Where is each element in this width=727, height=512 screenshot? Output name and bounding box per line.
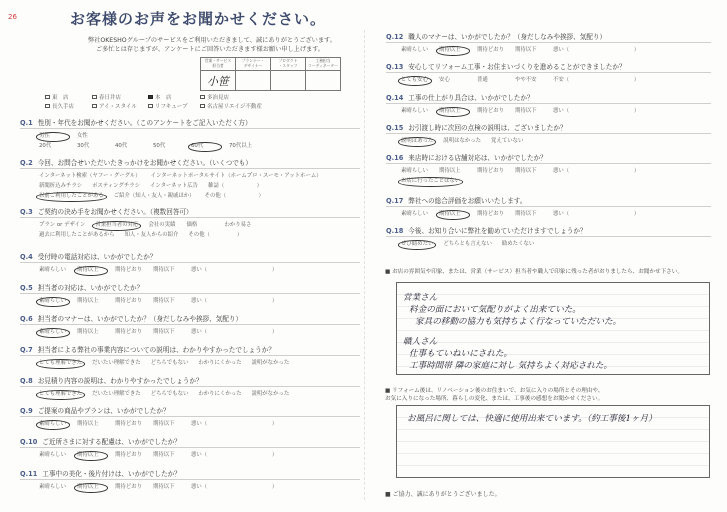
answer-option: 悪い（ ） — [191, 452, 278, 458]
answer-option: 素晴らしい — [39, 267, 66, 273]
question-q4 — [20, 252, 360, 275]
handwritten-comment-line: 仕事もていねいにされた。 — [409, 349, 513, 359]
answer-option: 安心 — [439, 77, 450, 83]
answer-row — [36, 358, 360, 368]
answer-option: 普通 — [477, 77, 488, 83]
circled-answer: 素晴らしい — [36, 297, 70, 307]
question-q8 — [20, 376, 360, 399]
question-number: Q.2 — [20, 159, 33, 167]
answer-option: 期待どおり — [477, 168, 504, 174]
store-option — [148, 94, 200, 103]
question-heading — [20, 207, 360, 218]
after-reform-box — [396, 405, 710, 478]
answer-option: 悪い（ ） — [191, 421, 278, 427]
comment-box — [396, 282, 710, 375]
question-q18 — [386, 226, 711, 249]
question-heading — [20, 252, 360, 263]
question-text: ご提案の商品やプランは、いかがでしたか？ — [37, 407, 170, 415]
circled-answer: 男性 — [36, 132, 70, 142]
staff-name-cell — [306, 71, 341, 91]
answer-option: インターネット検索（ヤフー・グーグル） — [39, 173, 141, 179]
staff-name-cell: 小笹 — [201, 71, 236, 91]
circled-answer: 期待以上 — [436, 210, 470, 220]
answer-option: 期待どおり — [115, 421, 142, 427]
staff-header: 営業・サービス 担当者 — [201, 58, 236, 71]
answer-row — [36, 482, 360, 492]
comment-prompt: ■ お店の雰囲気や印象、または、営業（サービス）担当者や職人で印象に残った者がおりましたら、お聞かせ下さい。 — [385, 269, 683, 275]
staff-name-cell — [271, 71, 306, 91]
answer-option: 悪い（ ） — [191, 267, 278, 273]
handwritten-comment-line: 工事時間帯 隣の家庭に対し 気持ちよく対応された。 — [409, 361, 613, 371]
store-label: 長久手店 — [52, 104, 75, 110]
answer-row — [398, 239, 711, 249]
question-number: Q.18 — [386, 227, 404, 235]
store-option — [45, 94, 92, 103]
circled-answer: 期待以上 — [436, 46, 470, 56]
answer-row — [398, 75, 711, 85]
store-option — [148, 103, 200, 112]
answer-option: プラン or デザイン — [39, 222, 86, 228]
answer-row — [36, 450, 360, 460]
answer-option: 素晴らしい — [401, 108, 428, 114]
circled-answer: 期待以上 — [74, 266, 108, 276]
circled-answer: 以前ご利用したことがある — [36, 192, 107, 202]
answer-row — [36, 389, 360, 399]
question-q13 — [386, 62, 711, 85]
answer-row — [36, 131, 360, 141]
answer-option: だいたい理解できた — [92, 360, 141, 366]
answer-row — [398, 136, 711, 146]
question-q2 — [20, 158, 360, 201]
question-text: 性別・年代をお聞かせください。（このアンケートをご記入いただく方） — [37, 119, 252, 127]
answer-option: どちらとも言えない — [443, 241, 492, 247]
store-label: 多治見店 — [207, 95, 230, 101]
after-reform-prompt — [385, 387, 603, 403]
answer-option: やや不安 — [515, 77, 537, 83]
answer-option: 悪い（ ） — [553, 108, 640, 114]
page-title: お客様のお声をお聞かせください。 — [70, 10, 327, 28]
question-number: Q.8 — [20, 377, 33, 385]
answer-option: 新聞折込みチラシ — [39, 183, 83, 189]
thank-you-footer: ■ ご協力、誠にありがとうございました。 — [385, 491, 501, 498]
answer-option: ご紹介（知人・友人・親戚ほか） — [113, 193, 195, 199]
circled-answer: 素晴らしい — [36, 328, 70, 338]
answer-option: 素晴らしい — [39, 484, 66, 490]
question-text: 工事中の美化・後片付けは、いかがでしたか？ — [42, 470, 181, 478]
checkbox-icon — [45, 104, 50, 109]
answer-option: 期待どおり — [115, 452, 142, 458]
answer-option: 30代 — [77, 143, 90, 149]
answer-row — [36, 296, 360, 306]
circled-answer: 期待以上 — [74, 483, 108, 493]
staff-name-cell — [236, 71, 271, 91]
staff-header: 工務担当 コーディネーター — [306, 58, 341, 71]
prompt-line: お気に入りになった場所、暮らしの変化、または、工事後の感想をお聞かせください。 — [385, 396, 604, 402]
question-text: お引渡し時に次回の点検の説明は、ございましたか？ — [408, 124, 567, 132]
answer-option: 期待以下 — [153, 484, 175, 490]
answer-option: 50代 — [153, 143, 166, 149]
store-checklist — [45, 94, 310, 112]
handwritten-comment-line: 家具の移動の協力も気持ちよく行なっていただいた。 — [415, 317, 622, 327]
question-heading — [386, 226, 711, 237]
question-number: Q.15 — [386, 124, 404, 132]
answer-option: 期待以下 — [153, 267, 175, 273]
question-text: 職人のマナーは、いかがでしたか？（身だしなみや挨拶、気配り） — [408, 33, 607, 41]
question-heading — [386, 153, 711, 164]
store-label: リフキューブ — [155, 104, 188, 110]
checkbox-icon — [92, 104, 97, 109]
circled-answer: 素晴らしい — [36, 420, 70, 430]
question-q11 — [20, 469, 360, 492]
answer-option: 70代以上 — [229, 143, 253, 149]
circled-answer: とても理解できた — [36, 359, 85, 369]
store-label: 名古屋リエイジ不動産 — [207, 104, 262, 110]
question-q17 — [386, 196, 711, 219]
circled-answer: 期待以上 — [74, 451, 108, 461]
question-number: Q.11 — [20, 470, 38, 478]
question-heading — [20, 469, 360, 480]
answer-option: その他（ ） — [188, 232, 243, 238]
circled-answer: 期待以上 — [436, 107, 470, 117]
question-number: Q.9 — [20, 407, 33, 415]
answer-option: 不安（ ） — [553, 77, 640, 83]
question-text: 来店時における店舗対応は、いかがでしたか？ — [408, 154, 547, 162]
answer-option: 20代 — [39, 143, 52, 149]
answer-option: 覚えていない — [491, 138, 524, 144]
checkbox-icon — [148, 104, 153, 109]
answer-option: 説明がなかった — [251, 360, 290, 366]
question-number: Q.7 — [20, 346, 33, 354]
answer-option: 価格 — [186, 222, 198, 228]
question-heading — [386, 62, 711, 73]
question-heading — [20, 376, 360, 387]
answer-row — [398, 166, 711, 176]
answer-option: 期待以下 — [153, 329, 175, 335]
question-heading — [20, 118, 360, 129]
answer-option: 期待どおり — [115, 298, 142, 304]
answer-option: 悪い（ ） — [553, 168, 640, 174]
question-number: Q.1 — [20, 119, 33, 127]
answer-row — [36, 419, 360, 429]
answer-row — [36, 265, 360, 275]
question-text: 今後、お知り合いに弊社を勧めていただけますでしょうか？ — [408, 227, 587, 235]
answer-option: 素晴らしい — [401, 211, 428, 217]
checkbox-icon — [92, 95, 97, 100]
store-label: 本 店 — [155, 95, 172, 101]
intro-text — [88, 36, 336, 54]
answer-option: 期待どおり — [115, 484, 142, 490]
answer-option: わかりにくかった — [198, 391, 242, 397]
question-number: Q.12 — [386, 33, 404, 41]
circled-answer: ぜひ勧めたい — [398, 240, 436, 250]
answer-option: だいたい理解できた — [92, 391, 141, 397]
page-number: 26 — [8, 13, 17, 21]
intro-line: ご多忙とは存じますが、アンケートにご回答いただきます様お願い申し上げます。 — [96, 46, 325, 53]
answer-option: わかり易さ — [224, 222, 252, 228]
store-option — [200, 94, 310, 103]
prompt-line: ■ リフォーム後は、リノベーション後のお住まいで、お気に入りの場所とその理由や、 — [385, 388, 604, 394]
answer-row — [36, 141, 360, 151]
answer-option: わかりにくかった — [198, 360, 242, 366]
answer-option: 期待以下 — [515, 168, 537, 174]
circled-answer: 説明はあった — [398, 137, 436, 147]
intro-line: 弊社OKESHOグループのサービスをご利用いただきまして、誠にありがとうございます。 — [88, 37, 336, 44]
store-option — [45, 103, 92, 112]
answer-option: 悪い（ ） — [191, 329, 278, 335]
answer-option: 期待どおり — [477, 211, 504, 217]
answer-row — [398, 176, 711, 186]
question-number: Q.13 — [386, 63, 404, 71]
answer-option: 期待以下 — [515, 211, 537, 217]
question-heading — [20, 345, 360, 356]
answer-option: 説明がなかった — [251, 391, 290, 397]
checkbox-icon — [45, 95, 50, 100]
question-q10 — [20, 437, 360, 460]
question-heading — [386, 32, 711, 43]
answer-option: 期待どおり — [115, 329, 142, 335]
question-q14 — [386, 93, 711, 116]
answer-option: どちらでもない — [150, 391, 189, 397]
answer-option: 女性 — [77, 133, 88, 139]
question-heading — [386, 93, 711, 104]
circled-answer: 営業担当者の対応 — [92, 221, 141, 231]
question-q3 — [20, 207, 360, 240]
answer-option: 期待以下 — [153, 452, 175, 458]
question-text: 安心してリフォーム工事・お住まいづくりを進めることができましたか？ — [408, 63, 626, 71]
question-heading — [20, 283, 360, 294]
question-heading — [386, 196, 711, 207]
question-text: ご契約の決め手をお聞かせください。（複数回答可） — [37, 208, 193, 216]
question-number: Q.14 — [386, 94, 404, 102]
question-text: 工事の仕上がり具合は、いかがでしたか？ — [408, 94, 534, 102]
handwritten-comment-line: 料金の面において気配りがよく出来ていた。 — [409, 305, 581, 315]
handwritten-comment-line: 職人さん — [403, 337, 438, 347]
answer-row — [36, 181, 360, 191]
circled-answer: 60代 — [188, 142, 222, 152]
answer-option: 期待どおり — [115, 267, 142, 273]
question-text: 担当者による弊社の事業内容についての説明は、わかりやすかったでしょうか？ — [37, 346, 275, 354]
answer-option: 期待以上 — [77, 421, 99, 427]
question-q5 — [20, 283, 360, 306]
question-text: 担当者の対応は、いかがでしたか？ — [37, 284, 144, 292]
store-option — [92, 103, 148, 112]
answer-option: 悪い（ ） — [191, 484, 278, 490]
question-heading — [20, 314, 360, 325]
answer-row — [36, 191, 360, 201]
answer-row — [398, 45, 711, 55]
handwritten-comment-line: 営業さん — [403, 293, 438, 303]
store-option — [92, 94, 148, 103]
store-label: 春日井店 — [99, 95, 122, 101]
question-q6 — [20, 314, 360, 337]
question-text: お見積り内容の説明は、わかりやすかったでしょうか？ — [37, 377, 203, 385]
question-text: 今回、お問合せいただいたきっかけをお聞かせください。（いくつでも） — [37, 159, 252, 167]
staff-table — [200, 57, 341, 91]
answer-row — [36, 230, 360, 240]
checked-checkbox-icon — [148, 95, 153, 100]
answer-option: どちらでもない — [150, 360, 189, 366]
answer-option: その他（ ） — [204, 193, 264, 199]
question-number: Q.17 — [386, 197, 404, 205]
answer-option: 期待以上 — [77, 298, 99, 304]
answer-option: 悪い（ ） — [553, 47, 640, 53]
checkbox-icon — [200, 104, 205, 109]
answer-option: 期待以上 — [439, 168, 461, 174]
answer-option: インターネット広告 — [150, 183, 199, 189]
answer-option: 期待以下 — [515, 108, 537, 114]
answer-option: 説明はなかった — [443, 138, 482, 144]
question-heading — [20, 437, 360, 448]
answer-option: 悪い（ ） — [191, 298, 278, 304]
answer-option: 会社の実績 — [148, 222, 176, 228]
question-number: Q.10 — [20, 438, 38, 446]
question-heading — [386, 123, 711, 134]
answer-option: 40代 — [115, 143, 128, 149]
circled-answer: とても理解できた — [36, 390, 85, 400]
question-text: 受付時の電話対応は、いかがでしたか？ — [37, 253, 157, 261]
answer-row — [398, 106, 711, 116]
store-option — [200, 103, 310, 112]
staff-header: プロダクト ・スタッフ — [271, 58, 306, 71]
question-number: Q.3 — [20, 208, 33, 216]
answer-row — [398, 209, 711, 219]
answer-row — [36, 327, 360, 337]
question-number: Q.6 — [20, 315, 33, 323]
checkbox-icon — [200, 95, 205, 100]
answer-row — [36, 220, 360, 230]
answer-option: 期待以下 — [153, 298, 175, 304]
question-heading — [20, 406, 360, 417]
answer-option: 素晴らしい — [401, 47, 428, 53]
answer-option: インターネットポータルサイト（ホームプロ・スーモ・アットホーム） — [150, 173, 322, 179]
question-number: Q.16 — [386, 154, 404, 162]
handwritten-comment-line: お風呂に関しては、快適に使用出来ています。（約工事後1ヶ月） — [407, 414, 657, 424]
question-text: 担当者のマナーは、いかがでしたか？（身だしなみや挨拶、気配り） — [37, 315, 243, 323]
answer-option: 知人・友人からの紹介 — [124, 232, 179, 238]
question-number: Q.4 — [20, 253, 33, 261]
answer-option: 期待どおり — [477, 47, 504, 53]
circled-answer: お店に行ったことはない — [398, 177, 463, 187]
answer-option: ポスティングチラシ — [92, 183, 141, 189]
answer-option: 過去に利用したことがあるから — [39, 232, 115, 238]
question-heading — [20, 158, 360, 169]
question-q1 — [20, 118, 360, 151]
question-text: ご近所さまに対する配慮は、いかがでしたか？ — [42, 438, 181, 446]
question-q16 — [386, 153, 711, 186]
answer-option: 期待以下 — [515, 47, 537, 53]
question-text: 弊社への総合評価をお願いいたします。 — [408, 197, 527, 205]
answer-option: 悪い（ ） — [553, 211, 640, 217]
answer-option: 素晴らしい — [401, 168, 428, 174]
staff-header: プランナー・ デザイナー — [236, 58, 271, 71]
answer-option: 期待どおり — [477, 108, 504, 114]
question-number: Q.5 — [20, 284, 33, 292]
store-label: 東 店 — [52, 95, 69, 101]
question-q12 — [386, 32, 711, 55]
answer-option: 勧めたくない — [501, 241, 535, 247]
circled-answer: とても安心 — [398, 76, 432, 86]
answer-option: 期待以上 — [77, 329, 99, 335]
answer-row — [36, 171, 360, 181]
fold-line — [364, 30, 365, 500]
question-q9 — [20, 406, 360, 429]
question-q15 — [386, 123, 711, 146]
answer-option: 素晴らしい — [39, 452, 66, 458]
answer-option: 期待以下 — [153, 421, 175, 427]
question-q7 — [20, 345, 360, 368]
store-label: アイ・スタイル — [99, 104, 137, 110]
answer-option: 雑誌（ ） — [208, 183, 262, 189]
